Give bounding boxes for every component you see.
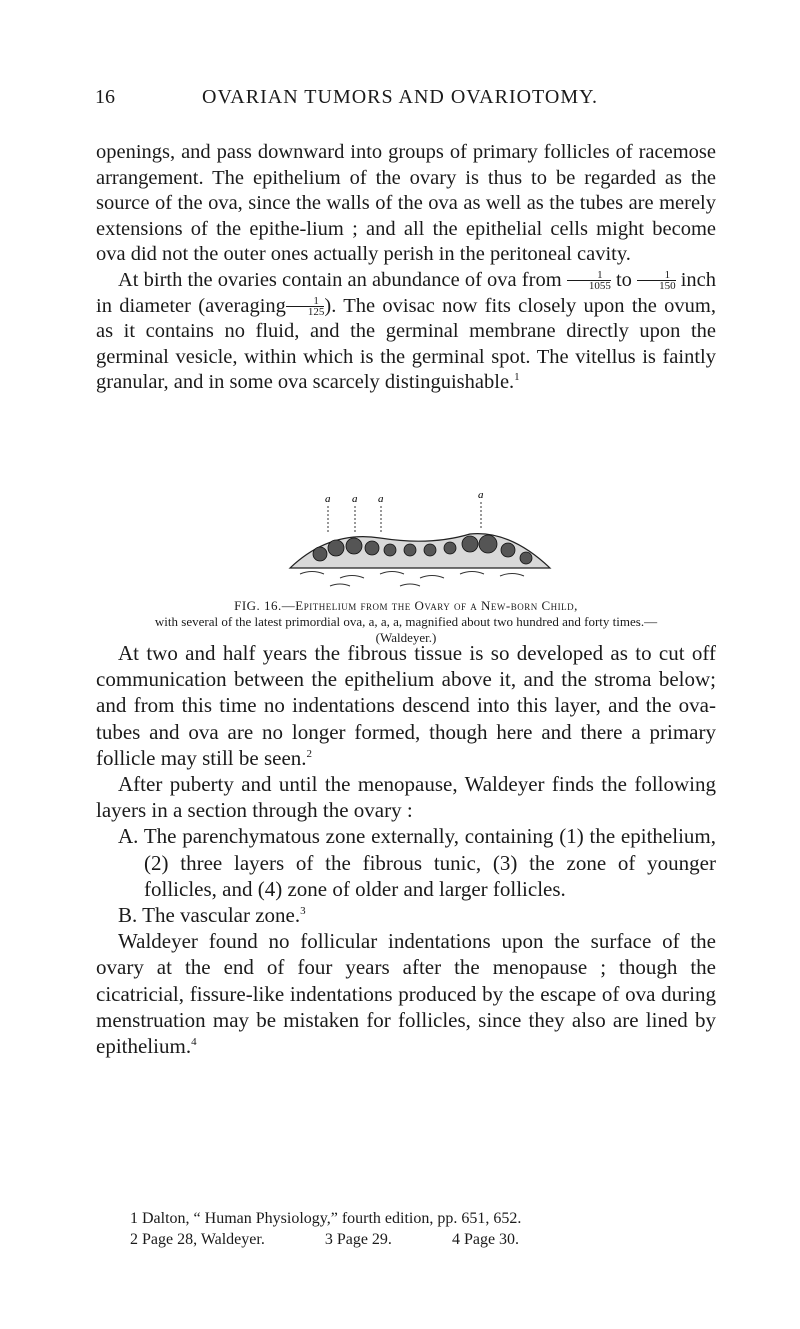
text-block-top <box>96 140 716 396</box>
footnote-3: 3 Page 29. <box>324 1231 392 1248</box>
paragraph-menopause: Waldeyer found no follicular indentations upon the surface of the ovary at the end of four years after the menopause ; though the cicatricial, fissure-like indentations produced by the escape of ova during menstruation may be mistaken for follicles, since they also are lined by epithelium.$^4$ <box>96 929 716 1059</box>
fraction-2: $\frac{1}{150}$ <box>637 270 676 291</box>
fraction-1: $\frac{1}{1055}$ <box>567 270 611 291</box>
figure-caption-description: with several of the latest primordial ova, a, a, a, magnified about two hundred and forty times.— <box>154 614 658 629</box>
fraction-3: $\frac{1}{125}$ <box>286 296 325 317</box>
page-number: 16 <box>95 86 115 108</box>
paragraph-after-puberty: After puberty and until the menopause, Waldeyer finds the following layers in a section through the ovary : <box>96 772 716 823</box>
figure-label-a4: a <box>478 490 484 501</box>
figure-label-a3: a <box>378 493 384 505</box>
paragraph-continuation: openings, and pass downward into groups of primary follicles of racemose arrangement. The epithelium of the ovary is thus to be regarded as the source of the ova, since the walls of the ova as well as the tubes are merely extensions of the epithe-lium ; and all the epithelial cells might become ova did not the outer ones actually perish in the peritoneal cavity. <box>96 141 716 266</box>
text-block-bottom <box>96 640 716 1059</box>
figure-caption-title: FIG. 16.—Epithelium from the Ovary of a New-born Child, <box>234 598 578 613</box>
footnote-ref-2: 2 <box>306 747 313 760</box>
paragraph-two-and-half-years: At two and half years the fibrous tissue is so developed as to cut off communication between the epithelium above it, and the stroma below; and from this time no indentations descend into this layer, and the ova-tubes and ova are no longer formed, though here and there a primary follicle may still be seen.$^2$ <box>96 641 716 770</box>
page-header <box>0 86 800 110</box>
footnote-ref-3: 3 <box>300 905 306 918</box>
footnotes <box>130 1208 716 1250</box>
footnote-ref-4: 4 <box>191 1036 197 1049</box>
running-title: OVARIAN TUMORS AND OVARIOTOMY. <box>202 86 598 108</box>
figure-label-a2: a <box>352 493 358 505</box>
paragraph-birth-ovaries: At birth the ovaries contain an abundance of ova from $\frac{1}{1055}$ to $\frac{1}{150}$ inch in diameter (averaging $\frac{1}{125}$ ). The ovisac now fits closely upon the ovum, as it contains no fluid, and the germinal membrane directly upon the germinal vesicle, within which is the germinal spot. The vitellus is faintly granular, and in some ova scarcely distinguishable.$^1$ <box>96 268 717 394</box>
footnote-ref-1: 1 <box>514 371 520 384</box>
footnote-1: 1 Dalton, “ Human Physiology,” fourth edition, pp. 651, 652. <box>130 1210 522 1227</box>
list-item-b: B. The vascular zone.$^3$ <box>118 903 306 928</box>
epithelium-illustration <box>270 490 570 590</box>
figure-label-a1: a <box>325 493 331 505</box>
list-item-a: A. The parenchymatous zone externally, containing (1) the epithelium, (2) three layers of the fibrous tunic, (3) the zone of younger follicles, and (4) zone of older and larger follicles. <box>118 824 716 901</box>
figure-caption <box>96 598 716 646</box>
figure-caption-source: (Waldeyer.) <box>375 630 437 645</box>
footnote-2: 2 Page 28, Waldeyer. <box>130 1231 265 1248</box>
figure-epithelium <box>270 490 570 590</box>
footnote-4: 4 Page 30. <box>451 1231 520 1248</box>
